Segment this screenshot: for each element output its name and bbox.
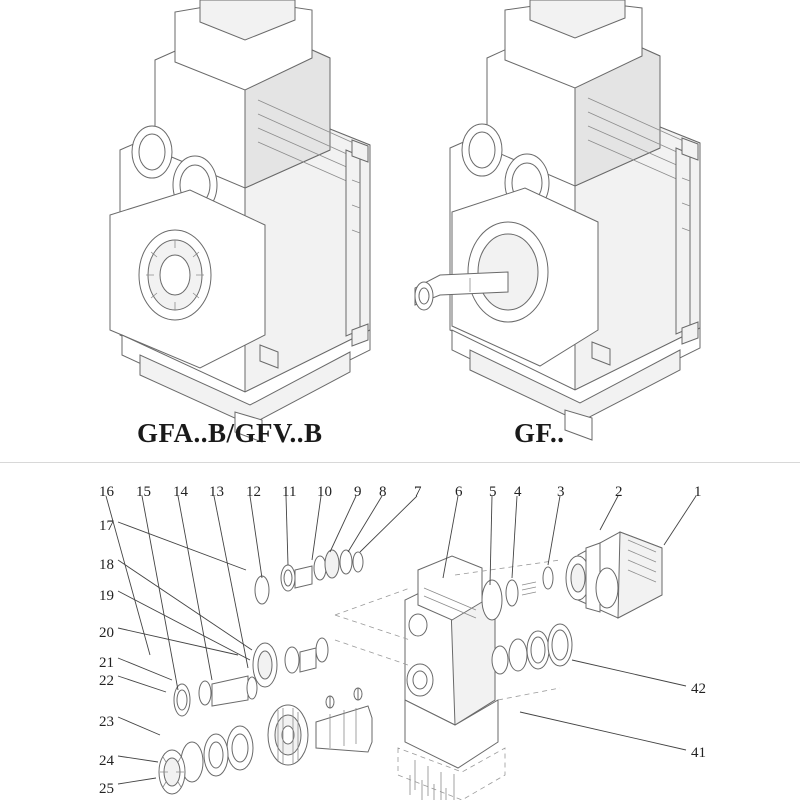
part-label-42: 42 [691,681,706,697]
part-label-5: 5 [489,484,497,500]
part-label-11: 11 [282,484,297,500]
part-label-10: 10 [317,484,332,500]
part-label-17: 17 [99,518,114,534]
part-label-9: 9 [354,484,362,500]
part-label-15: 15 [136,484,151,500]
part-label-20: 20 [99,625,114,641]
part-label-8: 8 [379,484,387,500]
part-label-23: 23 [99,714,114,730]
exploded-view-drawing [106,496,696,800]
part-label-6: 6 [455,484,463,500]
gearbox-left-drawing [110,0,370,442]
part-label-21: 21 [99,655,114,671]
part-label-1: 1 [694,484,702,500]
part-label-18: 18 [99,557,114,573]
caption-gfab-gfvb: GFA..B/GFV..B [137,418,323,448]
section-divider [0,462,800,463]
part-label-25: 25 [99,781,114,797]
gearbox-right-drawing [415,0,700,440]
part-label-4: 4 [514,484,522,500]
caption-gf: GF.. [514,418,565,448]
part-label-2: 2 [615,484,623,500]
part-label-41: 41 [691,745,706,761]
part-label-19: 19 [99,588,114,604]
part-label-7: 7 [414,484,422,500]
part-label-13: 13 [209,484,224,500]
part-label-12: 12 [246,484,261,500]
part-label-24: 24 [99,753,114,769]
part-label-3: 3 [557,484,565,500]
part-label-22: 22 [99,673,114,689]
part-label-16: 16 [99,484,114,500]
part-label-14: 14 [173,484,188,500]
